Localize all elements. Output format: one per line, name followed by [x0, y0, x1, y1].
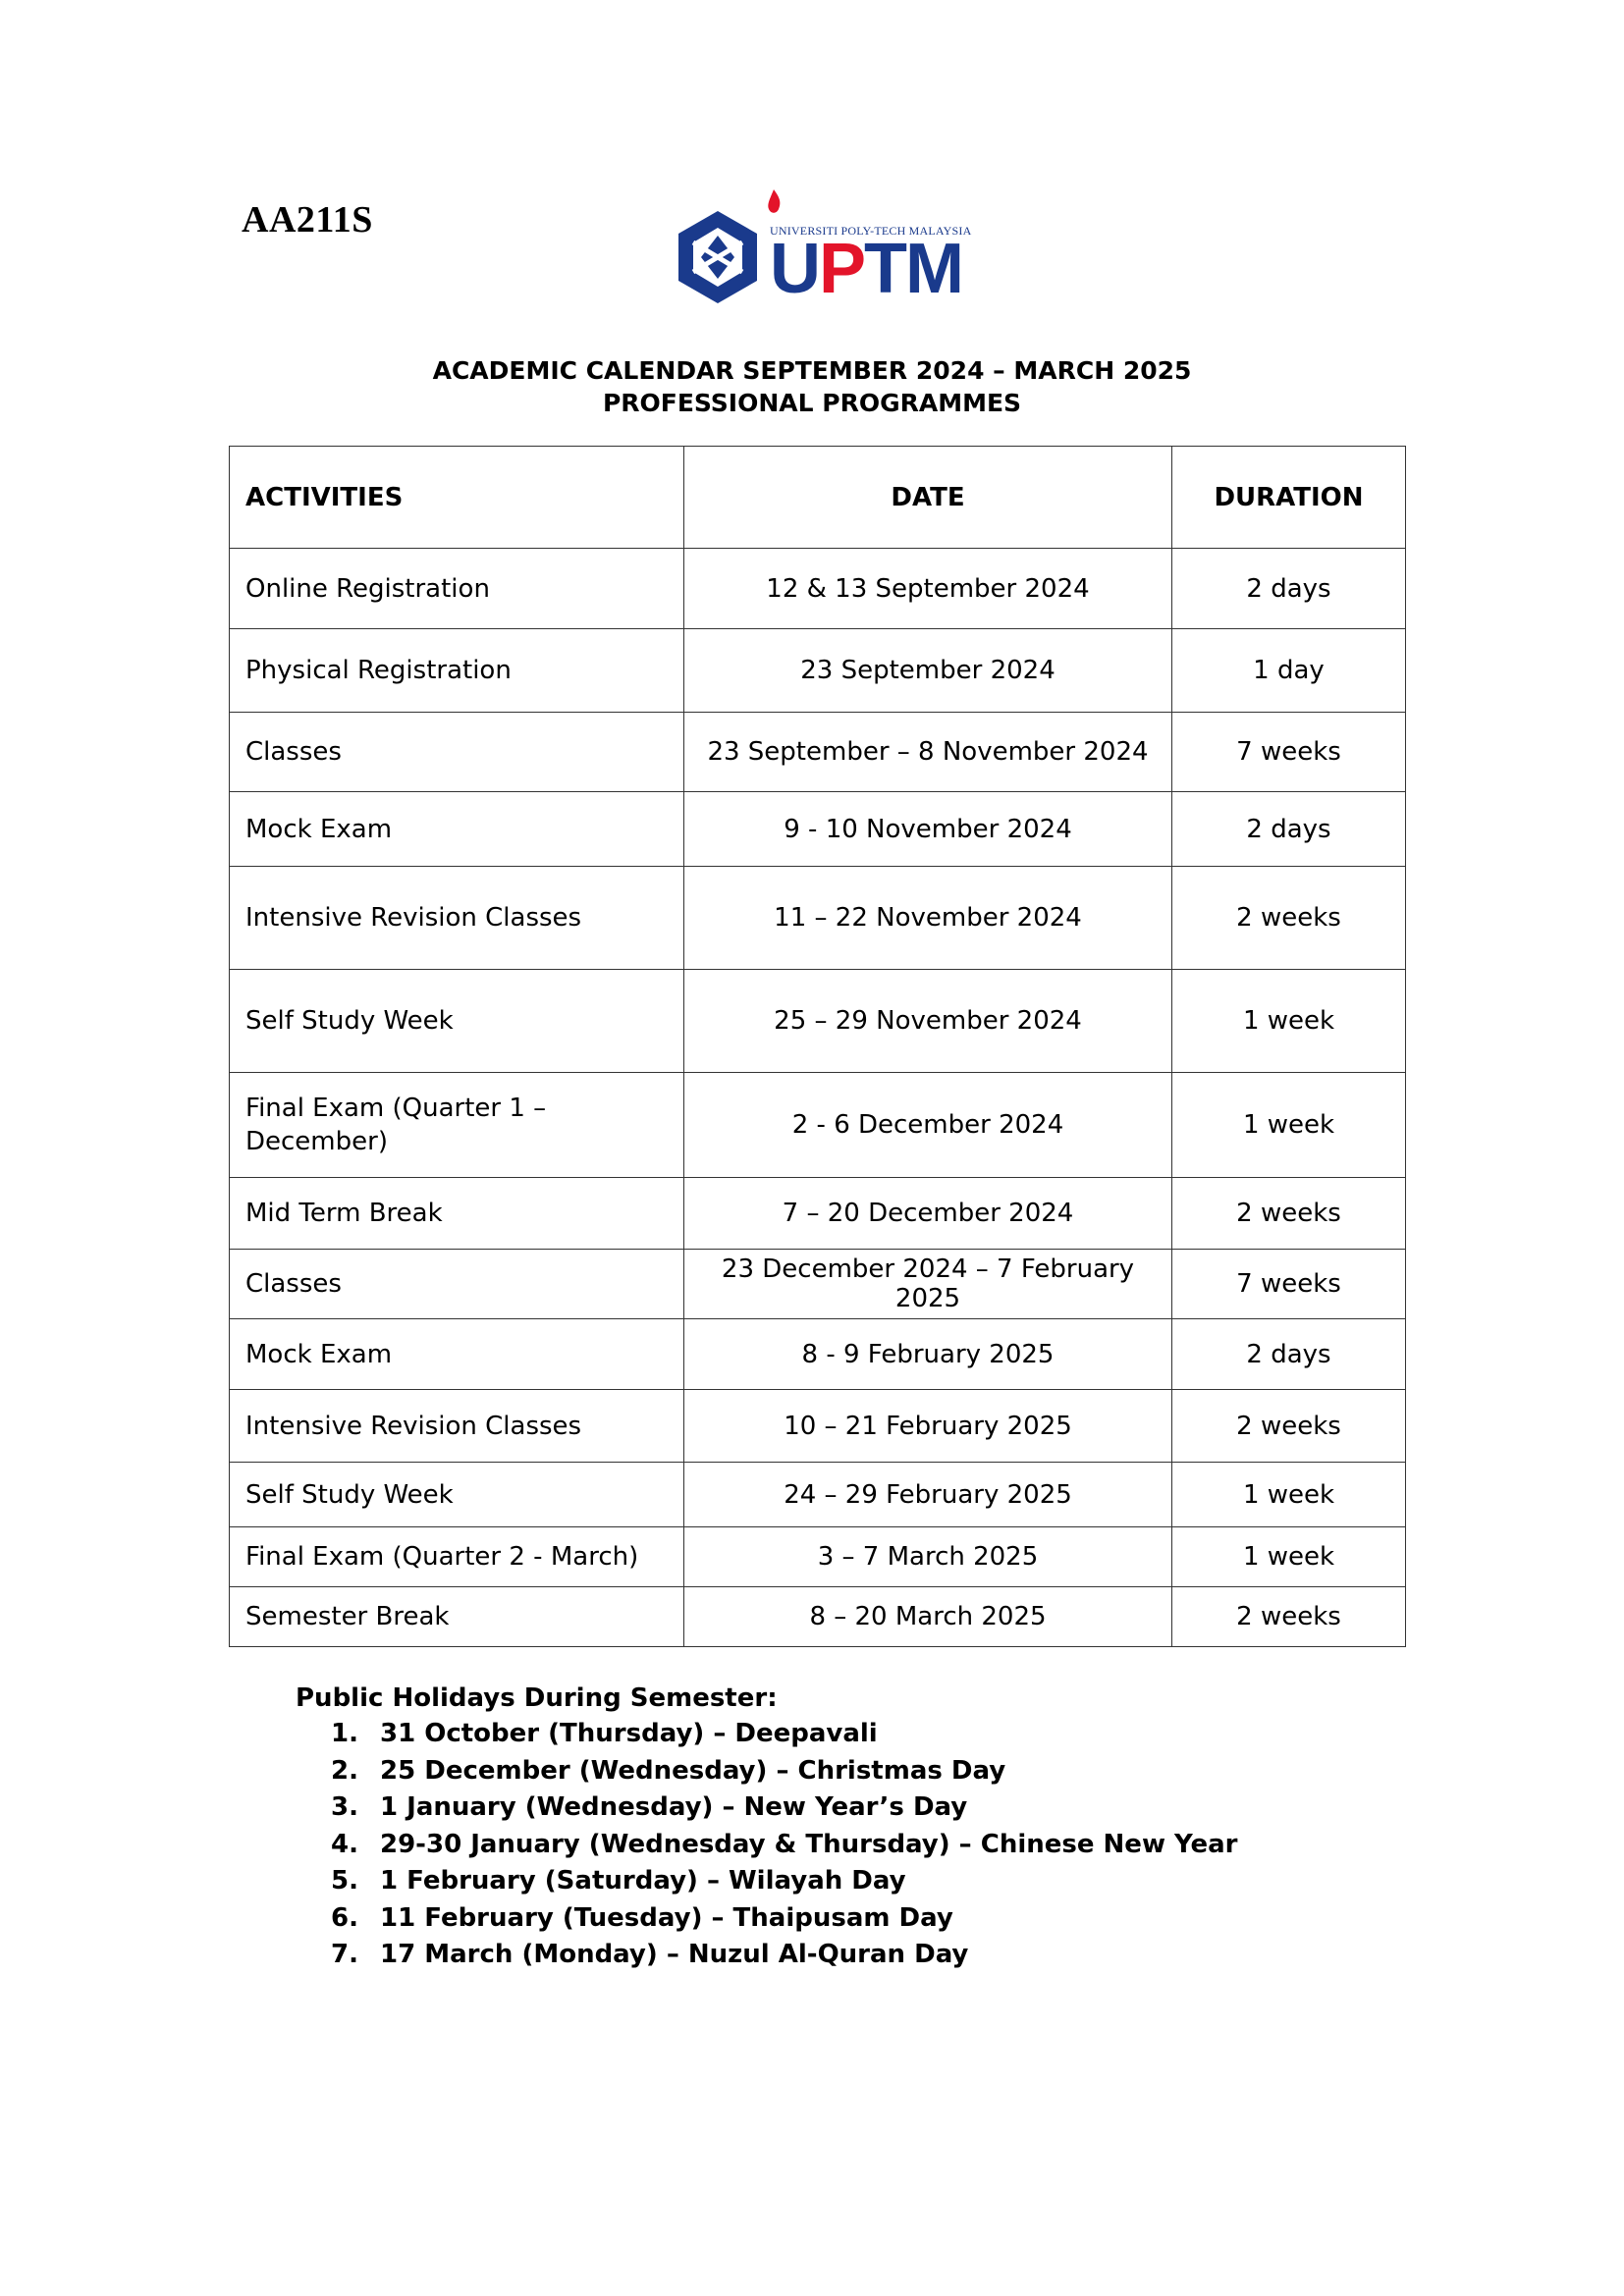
academic-calendar-table	[229, 446, 1406, 1647]
logo-subtitle: UNIVERSITI POLY-TECH MALAYSIA	[770, 224, 972, 238]
table-row	[230, 1463, 1406, 1527]
date-cell: 8 – 20 March 2025	[684, 1587, 1172, 1647]
uptm-logo	[674, 187, 972, 324]
activity-cell: Final Exam (Quarter 1 – December)	[230, 1073, 684, 1178]
holiday-text: 25 December (Wednesday) – Christmas Day	[380, 1755, 1006, 1786]
table-row	[230, 549, 1406, 629]
calendar-title: ACADEMIC CALENDAR SEPTEMBER 2024 – MARCH 2025	[432, 356, 1192, 385]
holiday-text: 1 February (Saturday) – Wilayah Day	[380, 1866, 906, 1896]
list-number: 6.	[331, 1902, 358, 1933]
list-item	[296, 1789, 1237, 1827]
logo-letter-p: P	[819, 230, 865, 308]
list-item	[296, 1827, 1237, 1864]
date-cell: 12 & 13 September 2024	[684, 549, 1172, 629]
logo-letter-u: U	[770, 230, 819, 308]
duration-cell: 7 weeks	[1172, 713, 1406, 792]
date-cell: 25 – 29 November 2024	[684, 970, 1172, 1073]
activity-cell: Online Registration	[230, 549, 684, 629]
table-row	[230, 1527, 1406, 1587]
list-number: 2.	[331, 1755, 358, 1786]
duration-cell: 2 weeks	[1172, 867, 1406, 970]
activity-cell: Physical Registration	[230, 629, 684, 713]
date-cell: 2 - 6 December 2024	[684, 1073, 1172, 1178]
holiday-text: 29-30 January (Wednesday & Thursday) – Chinese New Year	[380, 1829, 1238, 1859]
duration-cell: 2 weeks	[1172, 1390, 1406, 1463]
list-item	[296, 1937, 1237, 1974]
date-cell: 23 September 2024	[684, 629, 1172, 713]
duration-cell: 2 weeks	[1172, 1587, 1406, 1647]
activity-cell: Intensive Revision Classes	[230, 1390, 684, 1463]
table-row	[230, 1319, 1406, 1390]
date-cell: 7 – 20 December 2024	[684, 1178, 1172, 1250]
date-cell: 9 - 10 November 2024	[684, 792, 1172, 867]
duration-cell: 2 days	[1172, 792, 1406, 867]
date-cell: 24 – 29 February 2025	[684, 1463, 1172, 1527]
holiday-text: 11 February (Tuesday) – Thaipusam Day	[380, 1902, 953, 1933]
holiday-text: 1 January (Wednesday) – New Year’s Day	[380, 1792, 968, 1822]
duration-cell: 1 week	[1172, 1463, 1406, 1527]
activity-cell: Classes	[230, 713, 684, 792]
activity-cell: Intensive Revision Classes	[230, 867, 684, 970]
activity-cell: Mock Exam	[230, 1319, 684, 1390]
flame-icon	[764, 188, 784, 216]
date-cell: 3 – 7 March 2025	[684, 1527, 1172, 1587]
activity-cell: Classes	[230, 1250, 684, 1319]
table-row	[230, 1250, 1406, 1319]
logo-letters-tm: TM	[864, 230, 962, 308]
list-number: 7.	[331, 1940, 358, 1969]
table-row	[230, 1587, 1406, 1647]
activity-cell: Mock Exam	[230, 792, 684, 867]
activity-cell: Self Study Week	[230, 970, 684, 1073]
list-number: 1.	[331, 1719, 358, 1748]
table-row	[230, 713, 1406, 792]
list-number: 5.	[331, 1866, 358, 1896]
header-date: DATE	[684, 447, 1172, 549]
duration-cell: 2 weeks	[1172, 1178, 1406, 1250]
list-number: 3.	[331, 1792, 358, 1822]
list-item	[296, 1863, 1237, 1900]
table-row	[230, 792, 1406, 867]
table-row	[230, 1390, 1406, 1463]
table-row	[230, 629, 1406, 713]
holiday-text: 31 October (Thursday) – Deepavali	[380, 1719, 878, 1748]
activity-cell: Final Exam (Quarter 2 - March)	[230, 1527, 684, 1587]
header-activities: ACTIVITIES	[230, 447, 684, 549]
duration-cell: 1 week	[1172, 970, 1406, 1073]
activity-cell: Semester Break	[230, 1587, 684, 1647]
date-cell: 8 - 9 February 2025	[684, 1319, 1172, 1390]
date-cell: 23 December 2024 – 7 February 2025	[684, 1250, 1172, 1319]
holiday-text: 17 March (Monday) – Nuzul Al-Quran Day	[380, 1940, 969, 1969]
list-item	[296, 1753, 1237, 1790]
activity-cell: Self Study Week	[230, 1463, 684, 1527]
uptm-emblem-icon	[674, 206, 762, 314]
holidays-title: Public Holidays During Semester:	[296, 1683, 778, 1713]
table-row	[230, 1178, 1406, 1250]
duration-cell: 2 days	[1172, 549, 1406, 629]
date-cell: 10 – 21 February 2025	[684, 1390, 1172, 1463]
duration-cell: 1 week	[1172, 1527, 1406, 1587]
date-cell: 23 September – 8 November 2024	[684, 713, 1172, 792]
table-row	[230, 970, 1406, 1073]
duration-cell: 7 weeks	[1172, 1250, 1406, 1319]
logo-wordmark	[770, 230, 962, 308]
list-number: 4.	[331, 1829, 358, 1859]
header-duration: DURATION	[1172, 447, 1406, 549]
list-item	[296, 1900, 1237, 1938]
duration-cell: 1 day	[1172, 629, 1406, 713]
duration-cell: 2 days	[1172, 1319, 1406, 1390]
holidays-list	[296, 1716, 1237, 1974]
list-item	[296, 1716, 1237, 1753]
table-row	[230, 867, 1406, 970]
public-holidays-section	[296, 1681, 1237, 1974]
date-cell: 11 – 22 November 2024	[684, 867, 1172, 970]
table-row	[230, 1073, 1406, 1178]
calendar-subtitle: PROFESSIONAL PROGRAMMES	[602, 389, 1022, 417]
activity-cell: Mid Term Break	[230, 1178, 684, 1250]
duration-cell: 1 week	[1172, 1073, 1406, 1178]
document-code: AA211S	[242, 199, 373, 240]
table-header-row	[230, 447, 1406, 549]
